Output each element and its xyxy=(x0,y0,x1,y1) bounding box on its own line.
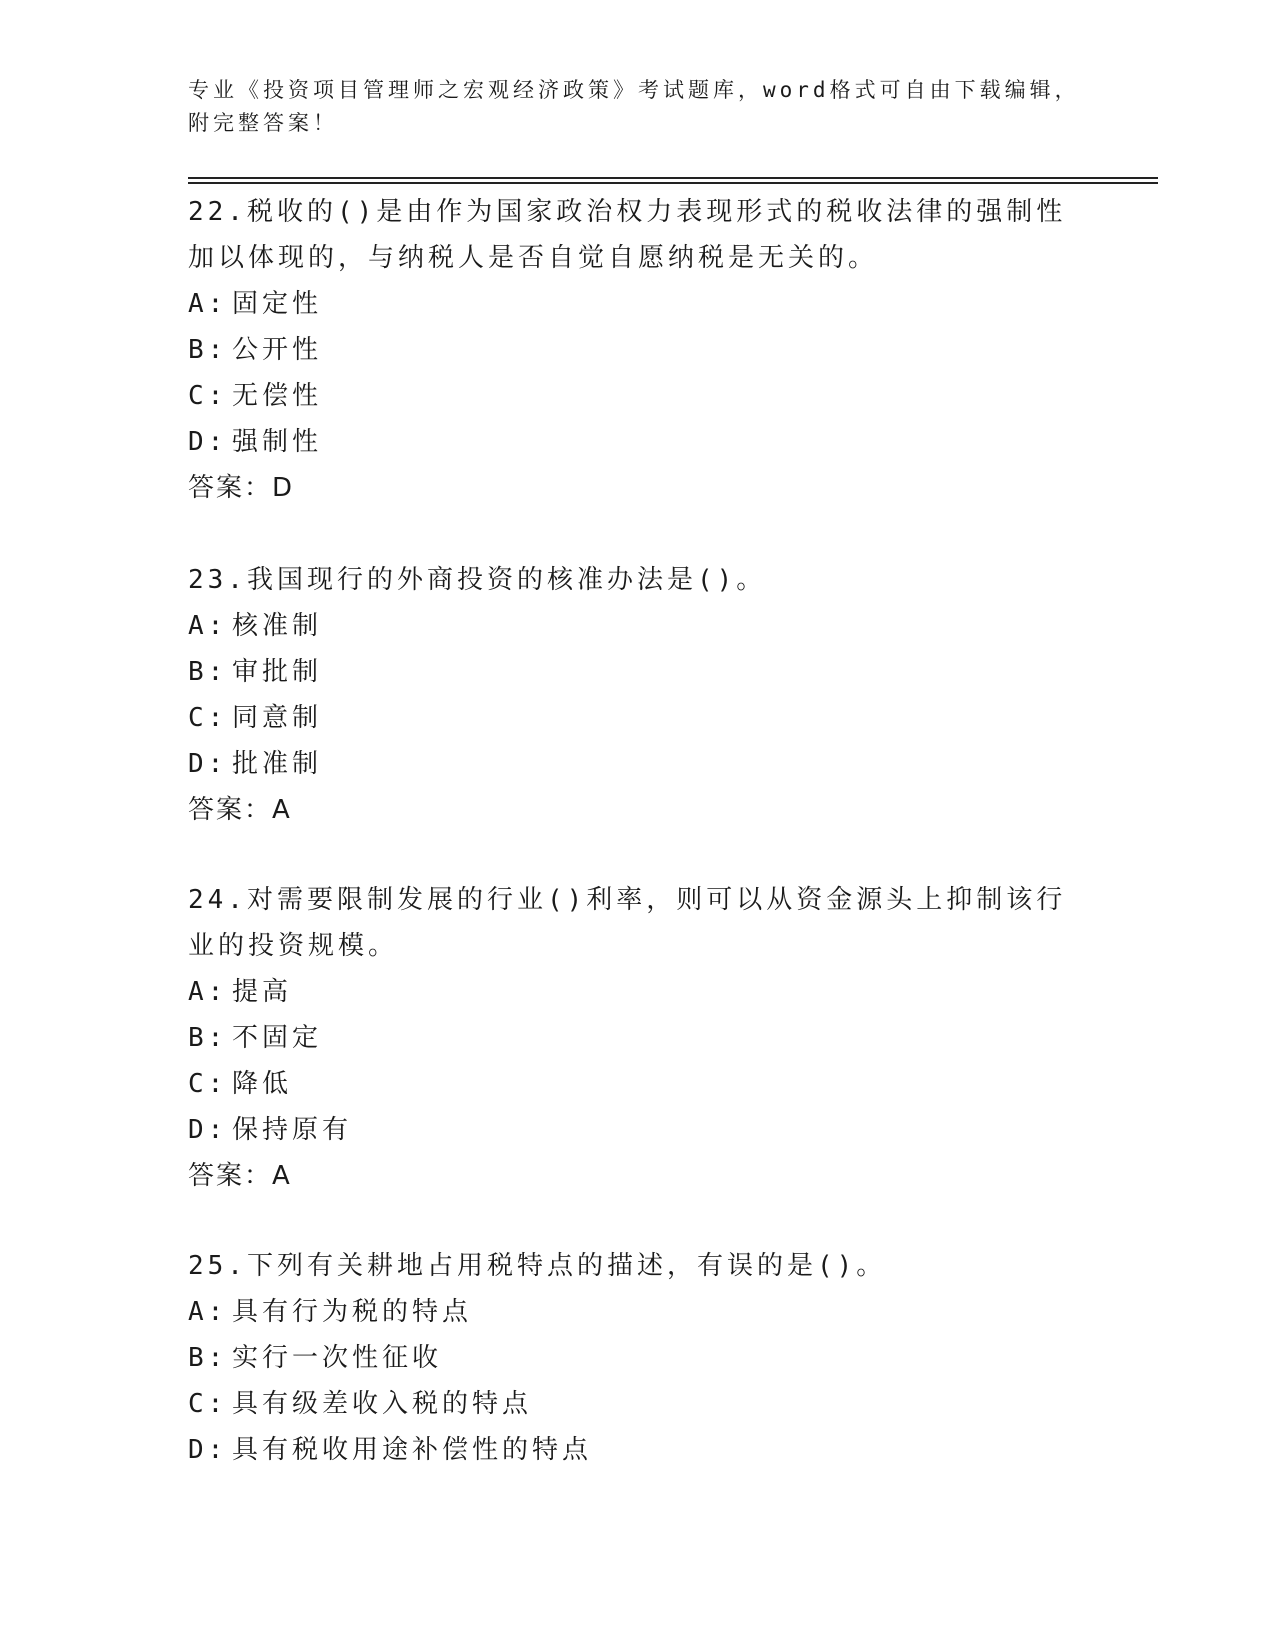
option-text: 降低 xyxy=(232,1069,293,1099)
option-b xyxy=(188,649,1088,695)
option-key: C: xyxy=(188,703,228,733)
option-c xyxy=(188,373,1088,419)
option-text: 强制性 xyxy=(232,427,323,457)
option-key: C: xyxy=(188,1389,228,1419)
option-text: 不固定 xyxy=(232,1023,323,1053)
option-a xyxy=(188,281,1088,327)
option-key: D: xyxy=(188,749,228,779)
option-d xyxy=(188,419,1088,465)
answer-line: 答案：A xyxy=(188,795,292,825)
option-key: B: xyxy=(188,657,228,687)
question-stem: 25.下列有关耕地占用税特点的描述，有误的是()。 xyxy=(188,1251,887,1281)
option-d xyxy=(188,741,1088,787)
option-text: 公开性 xyxy=(232,335,323,365)
option-key: C: xyxy=(188,1069,228,1099)
option-key: B: xyxy=(188,335,228,365)
option-text: 保持原有 xyxy=(232,1115,353,1145)
question-24 xyxy=(188,877,1088,1199)
answer-line: 答案：A xyxy=(188,1161,292,1191)
option-key: D: xyxy=(188,1435,228,1465)
option-text: 审批制 xyxy=(232,657,323,687)
question-25 xyxy=(188,1243,1088,1473)
option-b xyxy=(188,1335,1088,1381)
option-b xyxy=(188,1015,1088,1061)
option-c xyxy=(188,1381,1088,1427)
option-b xyxy=(188,327,1088,373)
option-text: 固定性 xyxy=(232,289,323,319)
option-a xyxy=(188,1289,1088,1335)
answer-line: 答案：D xyxy=(188,473,295,503)
option-text: 实行一次性征收 xyxy=(232,1343,443,1373)
question-stem: 22.税收的()是由作为国家政治权力表现形式的税收法律的强制性加以体现的，与纳税人是否自觉自愿纳税是无关的。 xyxy=(188,197,1067,273)
option-text: 提高 xyxy=(232,977,293,1007)
option-c xyxy=(188,1061,1088,1107)
header-divider-top xyxy=(188,177,1158,179)
question-stem: 24.对需要限制发展的行业()利率，则可以从资金源头上抑制该行业的投资规模。 xyxy=(188,885,1067,961)
option-text: 具有行为税的特点 xyxy=(232,1297,473,1327)
question-23 xyxy=(188,557,1088,833)
option-text: 核准制 xyxy=(232,611,323,641)
option-key: B: xyxy=(188,1023,228,1053)
option-text: 同意制 xyxy=(232,703,323,733)
option-key: B: xyxy=(188,1343,228,1373)
option-key: D: xyxy=(188,427,228,457)
option-key: A: xyxy=(188,1297,228,1327)
option-a xyxy=(188,603,1088,649)
option-text: 无偿性 xyxy=(232,381,323,411)
question-stem: 23.我国现行的外商投资的核准办法是()。 xyxy=(188,565,767,595)
option-d xyxy=(188,1427,1088,1473)
option-text: 具有级差收入税的特点 xyxy=(232,1389,533,1419)
option-text: 批准制 xyxy=(232,749,323,779)
option-key: C: xyxy=(188,381,228,411)
option-key: D: xyxy=(188,1115,228,1145)
option-d xyxy=(188,1107,1088,1153)
option-key: A: xyxy=(188,289,228,319)
option-key: A: xyxy=(188,977,228,1007)
option-text: 具有税收用途补偿性的特点 xyxy=(232,1435,593,1465)
document-intro: 专业《投资项目管理师之宏观经济政策》考试题库，word格式可自由下载编辑，附完整答案！ xyxy=(188,78,1080,135)
option-a xyxy=(188,969,1088,1015)
option-c xyxy=(188,695,1088,741)
question-22 xyxy=(188,189,1088,511)
option-key: A: xyxy=(188,611,228,641)
header-divider-bottom xyxy=(188,182,1158,184)
